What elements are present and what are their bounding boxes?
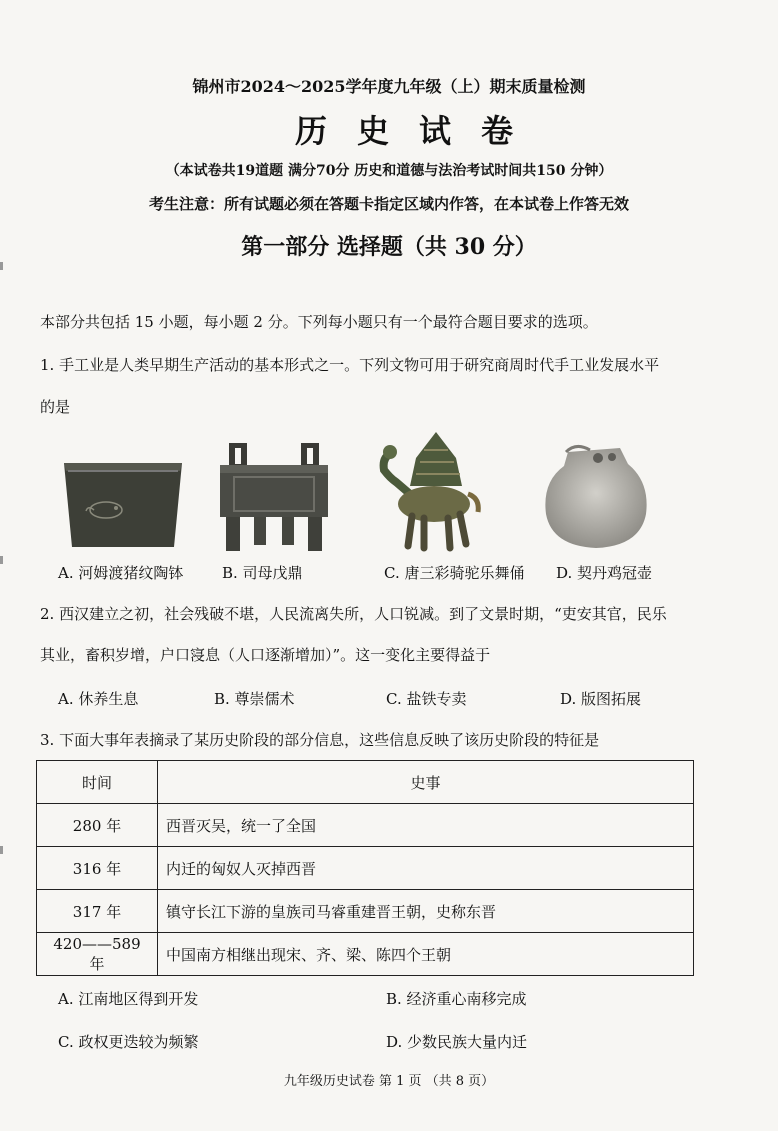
table-row [37, 933, 694, 976]
q3-stem: 3. 下面大事年表摘录了某历史阶段的部分信息，这些信息反映了该历史阶段的特征是 [40, 731, 600, 749]
q3-option-d[interactable]: D. 少数民族大量内迁 [386, 1033, 528, 1051]
q1-option-a[interactable]: A. 河姆渡猪纹陶钵 [58, 564, 184, 582]
part-instructions: 本部分共包括 15 小题，每小题 2 分。下列每小题只有一个最符合题目要求的选项。 [40, 313, 598, 331]
cockscomb-pot-image [536, 442, 656, 554]
q1-stem-line2: 的是 [40, 398, 71, 416]
page-title: 历史试卷 [294, 112, 543, 150]
q2-stem-line2: 其业，畜积岁增，户口寖息（人口逐渐增加）”。这一变化主要得益于 [40, 646, 491, 664]
q1-option-b[interactable]: B. 司母戊鼎 [222, 564, 303, 582]
table-header-row [37, 761, 694, 804]
pottery-bowl-image [58, 455, 188, 555]
row-event: 镇守长江下游的皇族司马睿重建晋王朝，史称东晋 [158, 890, 694, 933]
page-footer: 九年级历史试卷 第 1 页 （共 8 页） [283, 1074, 495, 1089]
exam-notice: 考生注意：所有试题必须在答题卡指定区域内作答，在本试卷上作答无效 [148, 195, 629, 213]
q1-option-d[interactable]: D. 契丹鸡冠壶 [556, 564, 653, 582]
table-row [37, 890, 694, 933]
row-time: 316 年 [37, 847, 158, 890]
table-row [37, 847, 694, 890]
column-header-time: 时间 [37, 761, 158, 804]
q2-stem-line1: 2. 西汉建立之初，社会残破不堪，人民流离失所，人口锐减。到了文景时期，“吏安其官，民乐 [40, 605, 667, 623]
row-time: 280 年 [37, 804, 158, 847]
q2-option-c[interactable]: C. 盐铁专卖 [386, 690, 467, 708]
row-event: 内迁的匈奴人灭掉西晋 [158, 847, 694, 890]
part-title: 第一部分 选择题（共 30 分） [241, 234, 537, 260]
events-table [36, 760, 694, 976]
row-event: 中国南方相继出现宋、齐、梁、陈四个王朝 [158, 933, 694, 976]
margin-mark [0, 262, 3, 270]
exam-info: （本试卷共19道题 满分70分 历史和道德与法治考试时间共150 分钟） [165, 163, 613, 179]
table-row [37, 804, 694, 847]
row-time: 317 年 [37, 890, 158, 933]
q2-option-a[interactable]: A. 休养生息 [58, 690, 139, 708]
row-event: 西晋灭吴，统一了全国 [158, 804, 694, 847]
camel-figurine-image [376, 428, 488, 554]
q2-option-d[interactable]: D. 版图拓展 [560, 690, 642, 708]
margin-mark [0, 556, 3, 564]
margin-mark [0, 846, 3, 854]
exam-header: 锦州市2024～2025学年度九年级（上）期末质量检测 [192, 77, 586, 96]
bronze-ding-image [214, 443, 334, 555]
q1-option-c[interactable]: C. 唐三彩骑驼乐舞俑 [384, 564, 525, 582]
q3-option-c[interactable]: C. 政权更迭较为频繁 [58, 1033, 199, 1051]
row-time: 420——589 年 [37, 933, 158, 976]
q3-option-a[interactable]: A. 江南地区得到开发 [58, 990, 199, 1008]
q1-stem-line1: 1. 手工业是人类早期生产活动的基本形式之一。下列文物可用于研究商周时代手工业发展水平 [40, 356, 660, 374]
q3-option-b[interactable]: B. 经济重心南移完成 [386, 990, 527, 1008]
column-header-event: 史事 [158, 761, 694, 804]
q2-option-b[interactable]: B. 尊崇儒术 [214, 690, 295, 708]
